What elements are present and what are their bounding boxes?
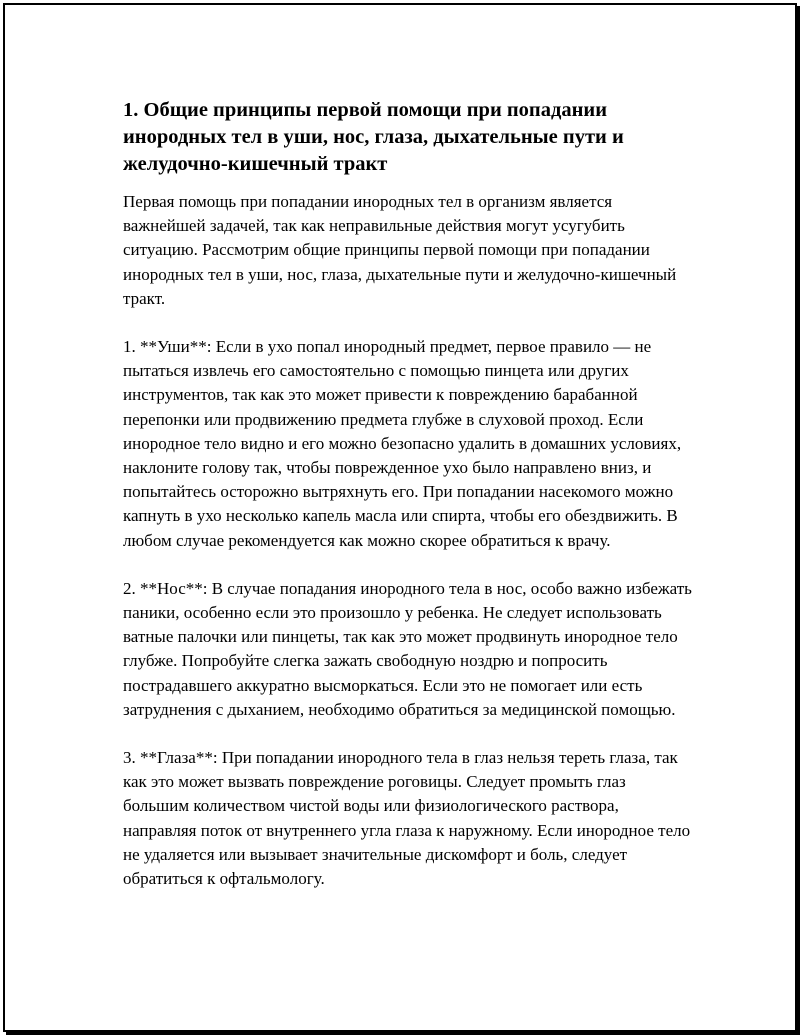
document-body <box>123 97 693 915</box>
page-frame <box>3 3 797 1032</box>
document-heading: 1. Общие принципы первой помощи при попадании инородных тел в уши, нос, глаза, дыхательные пути и желудочно-кишечный тракт <box>123 99 624 175</box>
eyes-paragraph: 3. **Глаза**: При попадании инородного тела в глаз нельзя тереть глаза, так как это может вызвать повреждение роговицы. Следует промыть глаз большим количеством чистой воды или физиологического раствора, направляя поток от внутреннего угла глаза к наружному. Если инородное тело не удаляется или вызывает значительные дискомфорт и боль, следует обратиться к офтальмологу. <box>123 748 691 889</box>
nose-paragraph: 2. **Нос**: В случае попадания инородного тела в нос, особо важно избежать паники, особенно если это произошло у ребенка. Не следует использовать ватные палочки или пинцеты, так как это может продвинуть инородное тело глубже. Попробуйте слегка зажать свободную ноздрю и попросить пострадавшего аккуратно высморкаться. Если это не помогает или есть затруднения с дыханием, необходимо обратиться за медицинской помощью. <box>123 578 692 719</box>
intro-paragraph: Первая помощь при попадании инородных тел в организм является важнейшей задачей, так как неправильные действия могут усугубить ситуацию. Рассмотрим общие принципы первой помощи при попадании инородных тел в уши, нос, глаза, дыхательные пути и желудочно-кишечный тракт. <box>123 192 677 308</box>
ears-paragraph: 1. **Уши**: Если в ухо попал инородный предмет, первое правило — не пытаться извлечь его самостоятельно с помощью пинцета или других инструментов, так как это может привести к повреждению барабанной перепонки или продвижению предмета глубже в слуховой проход. Если инородное тело видно и его можно безопасно удалить в домашних условиях, наклоните голову так, чтобы поврежденное ухо было направлено вниз, и попытайтесь осторожно вытряхнуть его. При попадании насекомого можно капнуть в ухо несколько капель масла или спирта, чтобы его обездвижить. В любом случае рекомендуется как можно скорее обратиться к врачу. <box>123 337 682 550</box>
